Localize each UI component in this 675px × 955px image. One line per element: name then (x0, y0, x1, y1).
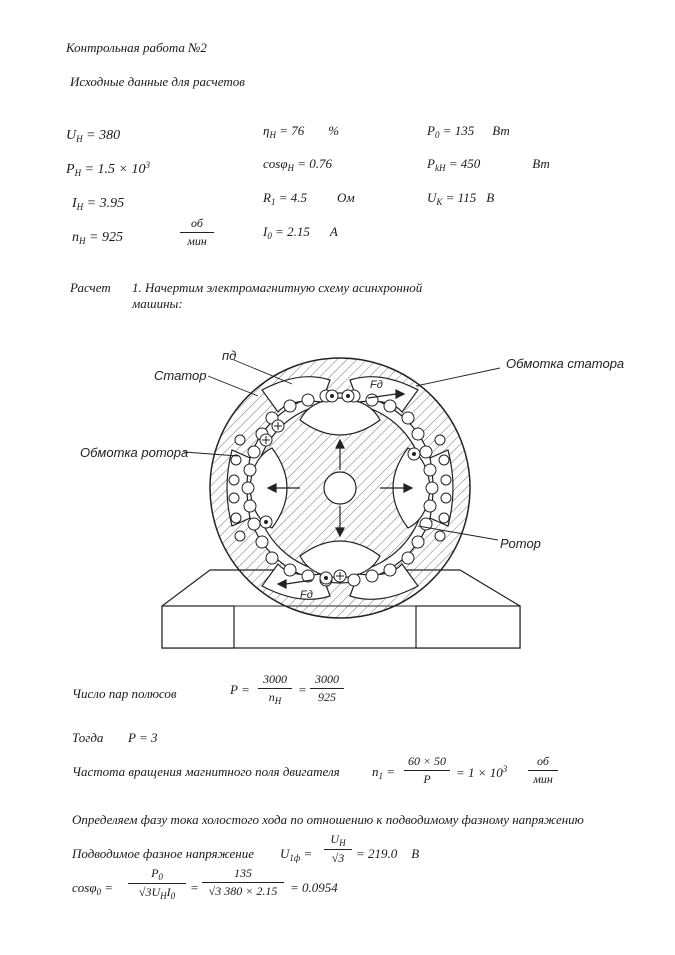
uph-lhs: $U_{1ф}$ = (280, 846, 313, 863)
label-stator-winding: Обмотка статора (506, 356, 625, 371)
freq-unit: об мин (528, 754, 558, 787)
cos0-result: = 0.0954 (290, 880, 338, 895)
label-pd: пд (222, 348, 237, 363)
pairs-eq: = (298, 682, 307, 697)
freq-lhs: $n_1$ = (372, 764, 396, 781)
section-subtitle: Исходные данные для расчетов (70, 74, 245, 89)
label-rotor: Ротор (500, 536, 541, 551)
param-nh: $n_H = 925$ (72, 230, 123, 246)
label-rotor-winding: Обмотка ротора (80, 445, 189, 460)
freq-label: Частота вращения магнитного поля двигателя (72, 764, 340, 779)
param-cos: cosφ$_H$ = 0.76 (263, 156, 333, 173)
cos0-fraction-1: $P_0$ $√3U_HI_0$ (128, 866, 186, 901)
label-fd-top: Fд (370, 379, 383, 391)
pairs-fraction-1: $\frac{3000}{n_H}$ (258, 672, 292, 706)
param-nh-unit: об мин (180, 216, 214, 249)
freq-fraction: $\frac{60 \times 50}{P}$ (404, 754, 450, 787)
uph-result: = 219.0 В (356, 846, 420, 861)
param-p0: $P_0 = 135$ Вт (427, 123, 510, 140)
calc-label: Расчет (70, 280, 111, 295)
param-ph: $P_H = 1.5 \times 10^3$ (66, 160, 150, 178)
pairs-label: Число пар полюсов (72, 686, 177, 701)
motor-diagram-svg (0, 330, 675, 660)
then-label: Тогда (72, 730, 104, 745)
uph-fraction: $\frac{U_H}{√3}$ (324, 832, 352, 866)
param-uh: $U_H = 380$ (66, 128, 121, 144)
cos0-lhs: cosφ$_0$ = (72, 880, 114, 897)
pairs-lhs: P = (230, 682, 250, 697)
calc-step1-line2: машины: (132, 296, 183, 311)
param-eta: $\eta_H = 76$ % (263, 123, 340, 140)
freq-rhs: = $1 \times 10^3$ (456, 764, 508, 780)
param-r1: $R_1 = 4.5$ Ом (263, 190, 355, 207)
param-ih: $I_H = 3.95$ (72, 196, 125, 212)
label-fd-bottom: Fд (300, 589, 313, 601)
page-title: Контрольная работа №2 (66, 40, 207, 55)
param-pkh: $P_{kH} = 450$ Вт (427, 156, 550, 173)
pairs-fraction-2: $\frac{3000}{925}$ (310, 672, 344, 705)
label-stator: Статор (154, 368, 207, 383)
then-value: P = 3 (128, 730, 158, 745)
phase-heading: Определяем фазу тока холостого хода по отношению к подводимому фазному напряжению (72, 812, 584, 827)
uph-label: Подводимое фазное напряжение (72, 846, 254, 861)
param-i0: $I_0 = 2.15$ А (263, 224, 338, 241)
cos0-eq2: = (190, 880, 199, 895)
param-uk: $U_K = 115$ В (427, 190, 495, 207)
motor-diagram (0, 330, 675, 660)
calc-step1-line1: 1. Начертим электромагнитную схему асинхронной (132, 280, 423, 295)
cos0-fraction-2: $\frac{135}{√3 380 \times 2.15}$ (202, 866, 284, 899)
